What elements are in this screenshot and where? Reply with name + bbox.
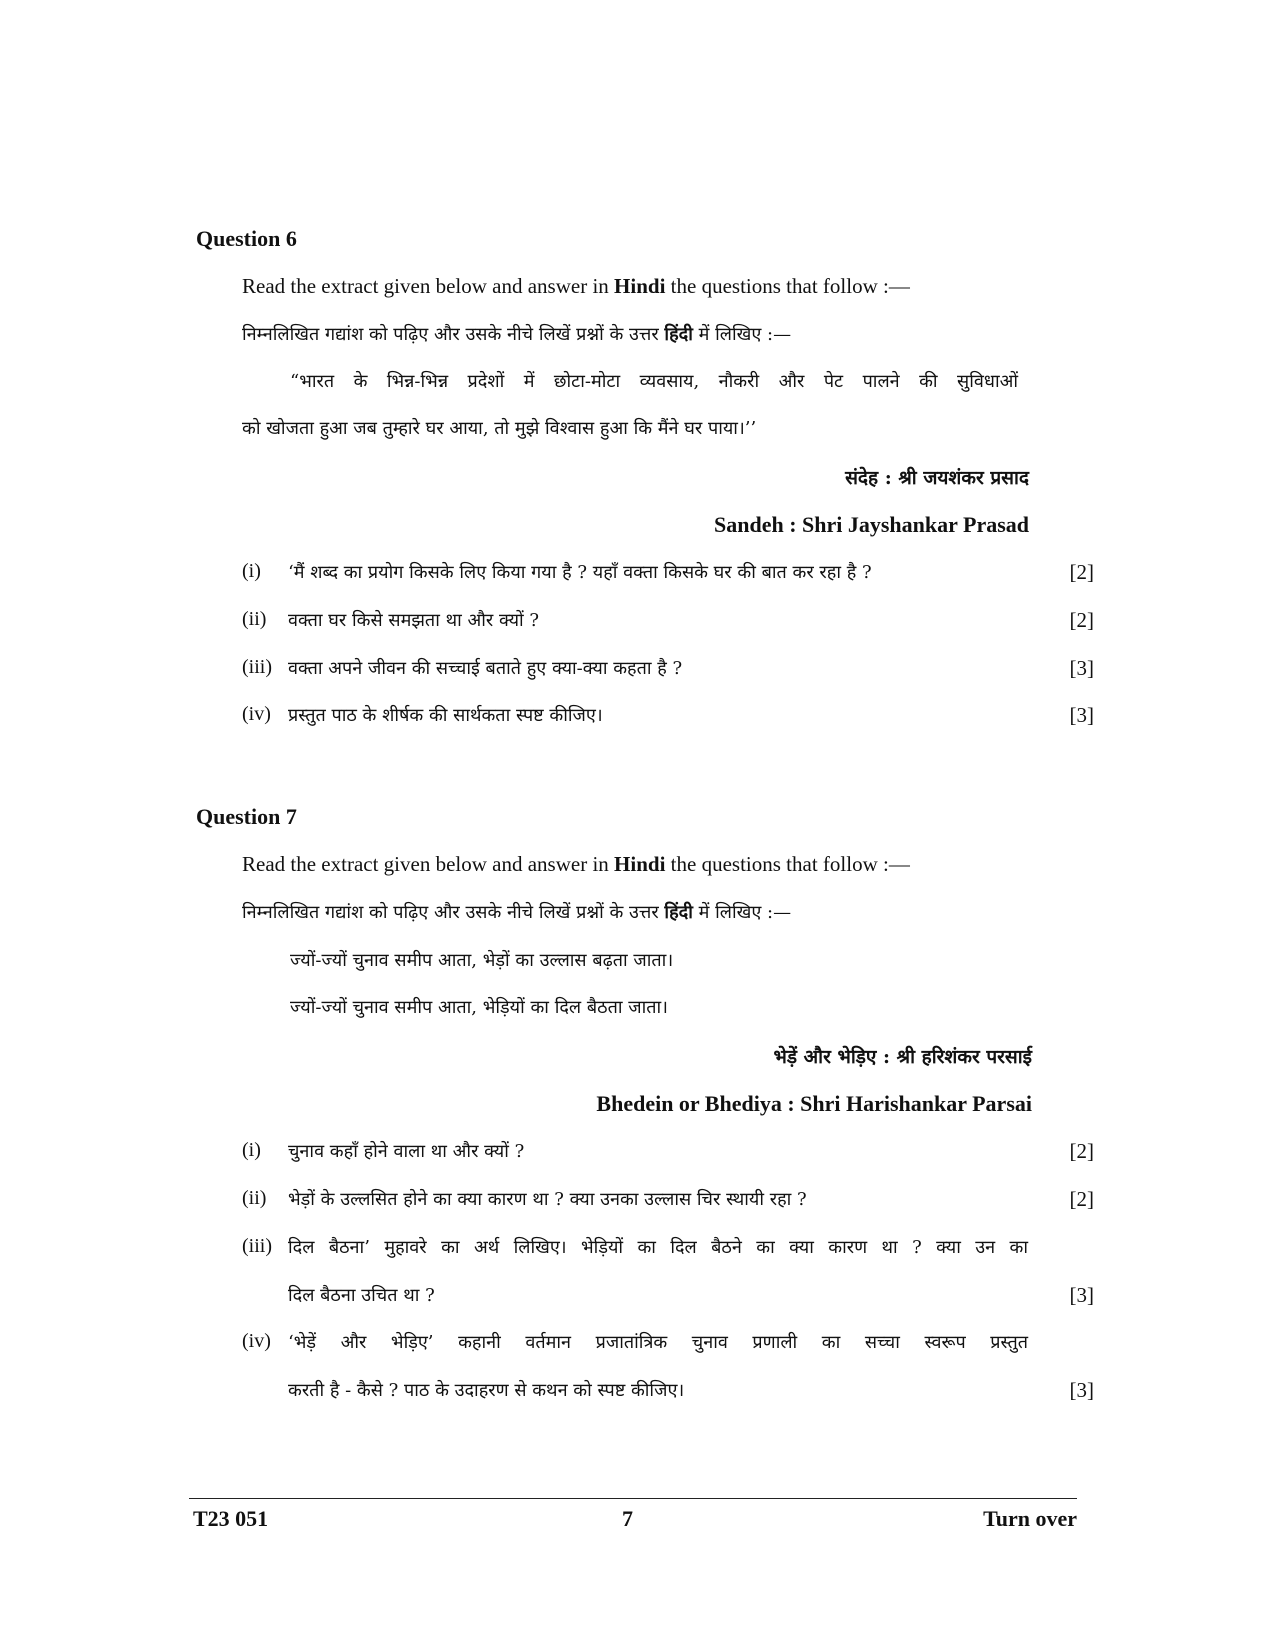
q7-instruction-hindi <box>242 900 791 924</box>
subquestion-number: (ii) <box>242 1187 267 1209</box>
q6-subquestion <box>242 656 1094 686</box>
q7-extract-line-1: ज्यों-ज्यों चुनाव समीप आता, भेड़ों का उल्लास बढ़ता जाता। <box>290 950 674 971</box>
subquestion-number: (iii) <box>242 656 272 678</box>
q6-subquestion <box>242 703 1094 733</box>
subquestion-marks: [2] <box>1069 1187 1094 1211</box>
q7-subquestion <box>242 1187 1094 1217</box>
subquestion-marks: [3] <box>1069 1283 1094 1307</box>
q6-instr-hi-bold: हिंदी <box>664 324 693 345</box>
q7-subquestion <box>242 1235 1094 1315</box>
subquestion-text: भेड़ों के उल्लसित होने का क्या कारण था ? क्या उनका उल्लास चिर स्थायी रहा ? <box>288 1189 807 1210</box>
subquestion-number: (iv) <box>242 1330 271 1352</box>
subquestion-number: (i) <box>242 1139 261 1161</box>
subquestion-text-continued: दिल बैठना उचित था ? <box>288 1285 435 1306</box>
q6-extract-line-1: “भारत के भिन्न-भिन्न प्रदेशों में छोटा-मोटा व्यवसाय, नौकरी और पेट पालने की सुविधाओं <box>290 371 1018 392</box>
q7-instr-hi-post: में लिखिए :— <box>692 902 792 923</box>
q7-instr-en-bold: Hindi <box>614 852 666 876</box>
q6-extract-line-2: को खोजता हुआ जब तुम्हारे घर आया, तो मुझे विश्वास हुआ कि मैंने घर पाया।’’ <box>242 418 757 439</box>
subquestion-text: वक्ता अपने जीवन की सच्चाई बताते हुए क्या-क्या कहता है ? <box>288 658 683 679</box>
subquestion-text: ‘मैं शब्द का प्रयोग किसके लिए किया गया है ? यहाँ वक्ता किसके घर की बात कर रहा है ? <box>288 562 872 583</box>
subquestion-marks: [3] <box>1069 656 1094 680</box>
question-7-heading: Question 7 <box>196 804 297 829</box>
q6-subquestion <box>242 608 1094 638</box>
question-6-heading: Question 6 <box>196 226 297 251</box>
q7-instruction-english <box>242 852 910 877</box>
page-number: 7 <box>622 1506 633 1531</box>
subquestion-number: (ii) <box>242 608 267 630</box>
q7-instr-en-post: the questions that follow :— <box>665 852 910 876</box>
subquestion-marks: [2] <box>1069 1139 1094 1163</box>
subquestion-marks: [3] <box>1069 703 1094 727</box>
q6-source-english: Sandeh : Shri Jayshankar Prasad <box>713 512 1029 537</box>
q7-subquestion <box>242 1139 1094 1169</box>
subquestion-marks: [2] <box>1069 560 1094 584</box>
subquestion-text: प्रस्तुत पाठ के शीर्षक की सार्थकता स्पष्ट कीजिए। <box>288 705 603 726</box>
q7-instr-hi-pre: निम्नलिखित गद्यांश को पढ़िए और उसके नीचे लिखें प्रश्नों के उत्तर <box>242 902 665 923</box>
subquestion-number: (iii) <box>242 1235 272 1257</box>
subquestion-text: चुनाव कहाँ होने वाला था और क्यों ? <box>288 1141 525 1162</box>
q6-instruction-hindi <box>242 322 791 346</box>
turn-over-note: Turn over <box>983 1506 1077 1531</box>
q6-instr-hi-post: में लिखिए :— <box>692 324 792 345</box>
subquestion-marks: [3] <box>1069 1378 1094 1402</box>
q6-subquestion <box>242 560 1094 590</box>
q7-source-english: Bhedein or Bhediya : Shri Harishankar Parsai <box>596 1091 1032 1116</box>
subquestion-number: (iv) <box>242 703 271 725</box>
q7-instr-hi-bold: हिंदी <box>664 902 693 923</box>
q6-instr-en-bold: Hindi <box>614 274 666 298</box>
subquestion-text-continued: करती है - कैसे ? पाठ के उदाहरण से कथन को स्पष्ट कीजिए। <box>288 1380 685 1401</box>
q6-instr-hi-pre: निम्नलिखित गद्यांश को पढ़िए और उसके नीचे लिखें प्रश्नों के उत्तर <box>242 324 665 345</box>
q7-instr-en-pre: Read the extract given below and answer in <box>242 852 615 876</box>
q6-instruction-english <box>242 274 910 299</box>
q6-instr-en-pre: Read the extract given below and answer in <box>242 274 615 298</box>
footer-divider <box>189 1498 1077 1499</box>
subquestion-text: दिल बैठना’ मुहावरे का अर्थ लिखिए। भेड़ियों का दिल बैठने का क्या कारण था ? क्या उन का <box>288 1237 1028 1258</box>
q7-extract-line-2: ज्यों-ज्यों चुनाव समीप आता, भेड़ियों का दिल बैठता जाता। <box>290 997 668 1018</box>
q7-subquestion <box>242 1330 1094 1410</box>
subquestion-marks: [2] <box>1069 608 1094 632</box>
q7-source-hindi: भेड़ें और भेड़िए : श्री हरिशंकर परसाई <box>773 1046 1032 1068</box>
q6-instr-en-post: the questions that follow :— <box>665 274 910 298</box>
subquestion-text: वक्ता घर किसे समझता था और क्यों ? <box>288 610 540 631</box>
q6-source-hindi: संदेह : श्री जयशंकर प्रसाद <box>845 467 1029 489</box>
subquestion-text: ‘भेड़ें और भेड़िए’ कहानी वर्तमान प्रजातांत्रिक चुनाव प्रणाली का सच्चा स्वरूप प्रस्तुत <box>288 1332 1028 1353</box>
paper-code: T23 051 <box>193 1506 269 1531</box>
subquestion-number: (i) <box>242 560 261 582</box>
